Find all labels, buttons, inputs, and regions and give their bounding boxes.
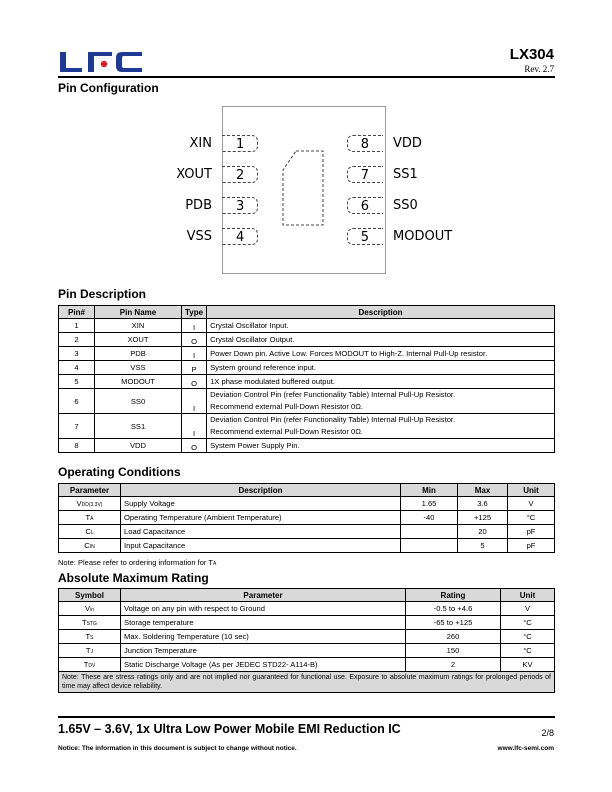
rating-symbol <box>59 602 121 616</box>
col-header: Max <box>458 484 508 497</box>
pin-type: I <box>182 389 207 414</box>
col-header: Parameter <box>121 589 406 602</box>
subscript: DV <box>88 663 96 669</box>
rating-symbol <box>59 644 121 658</box>
col-header: Unit <box>508 484 555 497</box>
pin-8-label: VDD <box>393 136 422 151</box>
col-header: Symbol <box>59 589 121 602</box>
param-min <box>401 525 458 539</box>
pin-type: P <box>182 361 207 375</box>
desc-line: Crystal Oscillator Input. <box>210 320 289 330</box>
revision: Rev. 2.7 <box>524 64 554 74</box>
pin-name: VDD <box>95 439 182 453</box>
rating-value: 260 <box>406 630 501 644</box>
symbol: C <box>84 541 90 550</box>
subscript: STG <box>86 621 97 627</box>
table-row <box>59 616 555 630</box>
pin-diagram <box>0 0 612 300</box>
pin-type: O <box>182 375 207 389</box>
param-symbol <box>59 511 121 525</box>
desc-line: Recommend external Pull-Down Resistor 0Ω. <box>210 427 364 436</box>
pin-desc <box>207 375 555 389</box>
col-header: Pin Name <box>95 306 182 319</box>
col-header: Unit <box>501 589 555 602</box>
desc-line: Deviation Control Pin (refer Functionality Table) Internal Pull-Up Resistor. <box>210 390 456 399</box>
param-unit: V <box>508 497 555 511</box>
pin-description-table <box>58 305 555 453</box>
symbol: T <box>85 632 91 641</box>
pin-6-label: SS0 <box>393 198 418 213</box>
param-symbol <box>59 497 121 511</box>
pin-type: I <box>182 319 207 333</box>
table-row <box>59 511 555 525</box>
pin-desc <box>207 361 555 375</box>
pin-type: O <box>182 333 207 347</box>
desc-line: Recommend external Pull-Down Resistor 0Ω. <box>210 402 364 411</box>
pin-number: 7 <box>59 414 95 439</box>
subscript: L <box>90 530 94 536</box>
pin-number: 8 <box>59 439 95 453</box>
pin-desc <box>207 439 555 453</box>
rating-symbol <box>59 658 121 672</box>
absolute-title: Absolute Maximum Rating <box>58 571 209 585</box>
table-row <box>59 389 555 414</box>
desc-line: System Power Supply Pin. <box>210 440 300 450</box>
pin-desc <box>207 347 555 361</box>
desc-line: Crystal Oscillator Output. <box>210 334 295 344</box>
pin-number: 3 <box>59 347 95 361</box>
desc-line: Deviation Control Pin (refer Functionality Table) Internal Pull-Up Resistor. <box>210 415 456 424</box>
symbol: V <box>85 604 91 613</box>
desc-line: System ground reference input. <box>210 362 317 372</box>
rating-param: Storage temperature <box>121 616 406 630</box>
pin-name: VSS <box>95 361 182 375</box>
pin-3-pad: 3 <box>222 197 258 214</box>
param-desc: Supply Voltage <box>121 497 401 511</box>
pin-number: 4 <box>59 361 95 375</box>
param-unit: pF <box>508 539 555 553</box>
pin-3-label: PDB <box>185 198 212 213</box>
col-header: Description <box>121 484 401 497</box>
subscript: in <box>90 607 94 613</box>
pin-name: XIN <box>95 319 182 333</box>
col-header: Min <box>401 484 458 497</box>
pin-number: 1 <box>59 319 95 333</box>
symbol: T <box>85 646 91 655</box>
symbol: T <box>83 660 89 669</box>
pin-name: PDB <box>95 347 182 361</box>
pin-4-pad: 4 <box>222 228 258 245</box>
pin-8-pad: 8 <box>347 135 383 152</box>
table-row <box>59 347 555 361</box>
pin-name: SS0 <box>95 389 182 414</box>
pin-desc <box>207 319 555 333</box>
pin-desc <box>207 333 555 347</box>
absolute-note: Note: These are stress ratings only and are not implied nor guaranteed for functional use. Exposure to absolute maximum ratings for prolonged periods of time may affect device reliability. <box>59 672 555 693</box>
table-row <box>59 361 555 375</box>
footer-rule <box>58 716 555 718</box>
table-row <box>59 630 555 644</box>
pin-2-pad: 2 <box>222 166 258 183</box>
pin-number: 2 <box>59 333 95 347</box>
param-desc: Load Capacitance <box>121 525 401 539</box>
pin-1-pad: 1 <box>222 135 258 152</box>
param-max: +125 <box>458 511 508 525</box>
pin-type: I <box>182 414 207 439</box>
param-max: 20 <box>458 525 508 539</box>
rating-param: Static Discharge Voltage (As per JEDEC STD22- A114-B) <box>121 658 406 672</box>
rating-value: 150 <box>406 644 501 658</box>
pin-number: 5 <box>59 375 95 389</box>
col-header: Pin# <box>59 306 95 319</box>
footer-title: 1.65V – 3.6V, 1x Ultra Low Power Mobile EMI Reduction IC <box>58 722 401 736</box>
table-row <box>59 439 555 453</box>
rating-value: -65 to +125 <box>406 616 501 630</box>
col-header: Rating <box>406 589 501 602</box>
footer-notice: Notice: The information in this document is subject to change without notice. <box>58 745 297 752</box>
param-desc: Input Capacitance <box>121 539 401 553</box>
absolute-table <box>58 588 555 693</box>
param-desc: Operating Temperature (Ambient Temperature) <box>121 511 401 525</box>
pin-4-label: VSS <box>186 229 212 244</box>
rating-unit: KV <box>501 658 555 672</box>
pin-desc <box>207 389 555 414</box>
doc-id: LX304 <box>509 46 554 63</box>
pin-2-label: XOUT <box>176 167 212 182</box>
table-row <box>59 644 555 658</box>
table-row <box>59 602 555 616</box>
rating-symbol <box>59 616 121 630</box>
subscript: S <box>90 635 94 641</box>
symbol: C <box>85 527 91 536</box>
param-unit: pF <box>508 525 555 539</box>
footer-url: www.lfc-semi.com <box>497 745 554 752</box>
pin-name: MODOUT <box>95 375 182 389</box>
table-row <box>59 375 555 389</box>
symbol: T <box>85 513 91 522</box>
param-symbol <box>59 539 121 553</box>
operating-note: Note: Please refer to ordering information for TA <box>58 558 217 567</box>
table-row <box>59 658 555 672</box>
subscript: J <box>90 649 94 655</box>
operating-title: Operating Conditions <box>58 465 181 479</box>
pin-5-label: MODOUT <box>393 229 453 244</box>
pin-1-label: XIN <box>189 136 212 151</box>
table-row <box>59 497 555 511</box>
pin-desc <box>207 414 555 439</box>
col-header: Parameter <box>59 484 121 497</box>
pin-7-label: SS1 <box>393 167 418 182</box>
rating-unit: V <box>501 602 555 616</box>
rating-symbol <box>59 630 121 644</box>
table-note-row <box>59 672 555 693</box>
rating-unit: °C <box>501 644 555 658</box>
desc-line: Power Down pin. Active Low. Forces MODOUT to High-Z. Internal Pull-Up resistor. <box>210 348 488 358</box>
rating-param: Voltage on any pin with respect to Ground <box>121 602 406 616</box>
pin-5-pad: 5 <box>347 228 383 245</box>
pin-type: O <box>182 439 207 453</box>
param-min: -40 <box>401 511 458 525</box>
rating-value: 2 <box>406 658 501 672</box>
exposed-pad <box>282 150 324 226</box>
rating-param: Junction Temperature <box>121 644 406 658</box>
table-row <box>59 525 555 539</box>
col-header: Description <box>207 306 555 319</box>
pin-number: 6 <box>59 389 95 414</box>
rating-unit: °C <box>501 630 555 644</box>
param-max: 5 <box>458 539 508 553</box>
param-min: 1.65 <box>401 497 458 511</box>
pin-description-title: Pin Description <box>58 287 147 301</box>
subscript: A <box>90 516 94 522</box>
operating-table <box>58 483 555 553</box>
pin-name: XOUT <box>95 333 182 347</box>
rating-param: Max. Soldering Temperature (10 sec) <box>121 630 406 644</box>
param-max: 3.6 <box>458 497 508 511</box>
table-row <box>59 539 555 553</box>
table-row <box>59 414 555 439</box>
param-min <box>401 539 458 553</box>
subscript: DD(3.3V) <box>81 502 103 508</box>
symbol: T <box>82 618 87 627</box>
symbol: V <box>76 499 82 508</box>
rating-value: -0.5 to +4.6 <box>406 602 501 616</box>
param-symbol <box>59 525 121 539</box>
pin-type: I <box>182 347 207 361</box>
param-unit: °C <box>508 511 555 525</box>
pin-6-pad: 6 <box>347 197 383 214</box>
desc-line: 1X phase modulated buffered output. <box>210 376 335 386</box>
subscript: IN <box>89 544 95 550</box>
rating-unit: °C <box>501 616 555 630</box>
table-row <box>59 333 555 347</box>
table-row <box>59 319 555 333</box>
pin-name: SS1 <box>95 414 182 439</box>
pin-config-title: Pin Configuration <box>58 81 159 95</box>
page-number: 2/8 <box>541 728 554 738</box>
col-header: Type <box>182 306 207 319</box>
pin-7-pad: 7 <box>347 166 383 183</box>
